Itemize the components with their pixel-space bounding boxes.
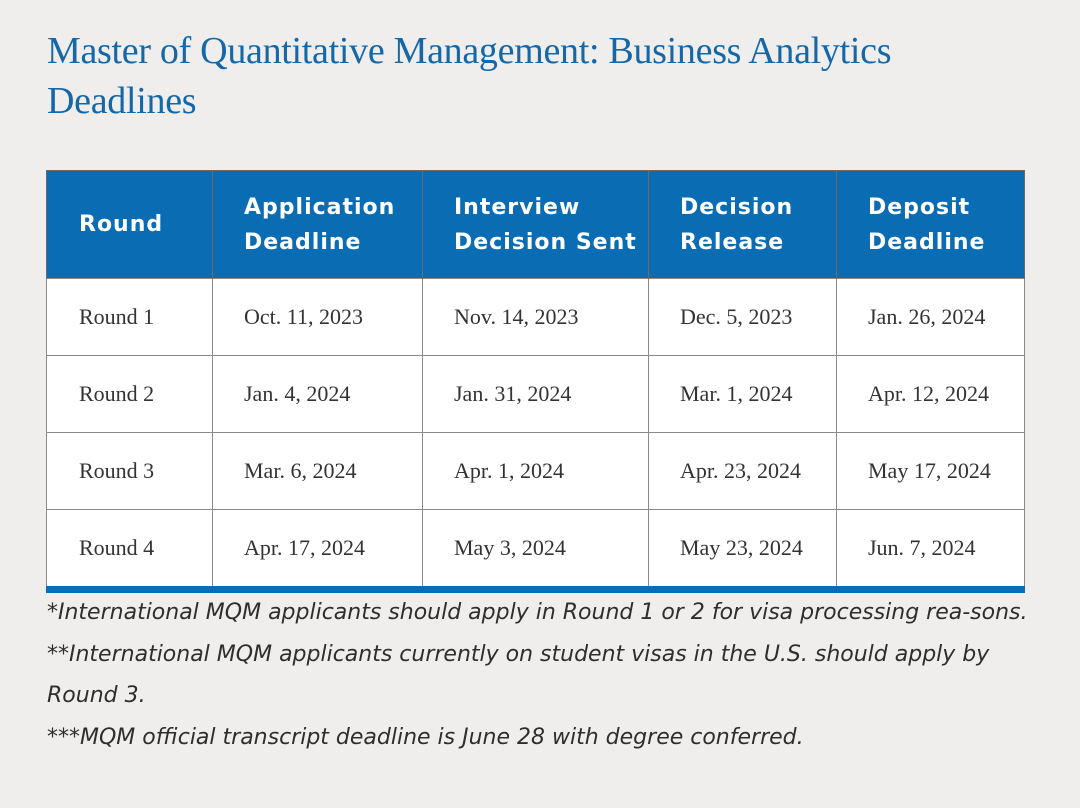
footnote-student-visas: **International MQM applicants currently on student visas in the U.S. should apply by Round 3. (47, 641, 990, 708)
header-line: Deadline (868, 229, 986, 255)
table-cell-deposit-deadline: Jun. 7, 2024 (837, 510, 1025, 590)
table-row (47, 356, 1025, 433)
table-cell-application-deadline: Mar. 6, 2024 (213, 433, 423, 510)
table-cell-deposit-deadline: May 17, 2024 (837, 433, 1025, 510)
header-line: Decision Sent (454, 229, 637, 255)
table-row (47, 279, 1025, 356)
deadlines-table (46, 170, 1025, 593)
table-header-row (47, 171, 1025, 279)
header-line: Round (79, 212, 164, 237)
table-cell-decision-release: Apr. 23, 2024 (649, 433, 837, 510)
table-cell-round: Round 4 (47, 510, 213, 590)
column-header-interview-decision-sent (423, 171, 649, 279)
header-line: Decision (680, 194, 794, 220)
table-cell-decision-release: May 23, 2024 (649, 510, 837, 590)
header-line: Release (680, 229, 785, 255)
table-cell-interview-decision-sent: Apr. 1, 2024 (423, 433, 649, 510)
column-header-decision-release (649, 171, 837, 279)
header-line: Deadline (244, 229, 362, 255)
table-cell-application-deadline: Jan. 4, 2024 (213, 356, 423, 433)
deadlines-table-container (46, 170, 1024, 593)
table-row (47, 433, 1025, 510)
table-cell-decision-release: Dec. 5, 2023 (649, 279, 837, 356)
table-cell-round: Round 3 (47, 433, 213, 510)
column-header-application-deadline (213, 171, 423, 279)
footnotes (47, 592, 1037, 758)
header-line: Application (244, 194, 396, 220)
page-title: Master of Quantitative Management: Business Analytics Deadlines (47, 30, 892, 122)
table-cell-round: Round 2 (47, 356, 213, 433)
header-line: Deposit (868, 194, 971, 220)
footnote-visa-processing: *International MQM applicants should apply in Round 1 or 2 for visa processing rea-sons. (47, 600, 1028, 625)
column-header-deposit-deadline (837, 171, 1025, 279)
footnote-transcript-deadline: ***MQM official transcript deadline is June 28 with degree conferred. (47, 724, 804, 750)
column-header-round (47, 171, 213, 279)
table-cell-interview-decision-sent: Nov. 14, 2023 (423, 279, 649, 356)
table-cell-deposit-deadline: Apr. 12, 2024 (837, 356, 1025, 433)
table-cell-application-deadline: Oct. 11, 2023 (213, 279, 423, 356)
header-line: Interview (454, 194, 581, 220)
table-cell-decision-release: Mar. 1, 2024 (649, 356, 837, 433)
table-cell-interview-decision-sent: May 3, 2024 (423, 510, 649, 590)
table-cell-deposit-deadline: Jan. 26, 2024 (837, 279, 1025, 356)
table-row (47, 510, 1025, 590)
table-cell-application-deadline: Apr. 17, 2024 (213, 510, 423, 590)
table-cell-interview-decision-sent: Jan. 31, 2024 (423, 356, 649, 433)
table-cell-round: Round 1 (47, 279, 213, 356)
